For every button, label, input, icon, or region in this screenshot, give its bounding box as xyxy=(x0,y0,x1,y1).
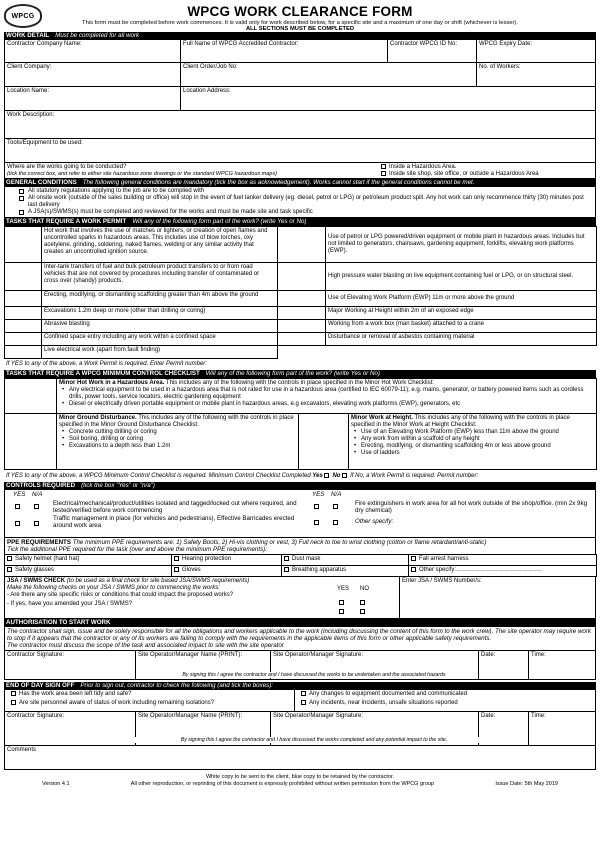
work-detail-note: Must be completed for all work xyxy=(55,32,140,39)
checklist-yes-label: Yes xyxy=(312,473,323,479)
checklist-no-checkbox[interactable] xyxy=(342,473,347,478)
auth-title: AUTHORISATION TO START WORK xyxy=(6,619,111,626)
work-detail-heading xyxy=(4,32,596,40)
eod-sign-note: By signing this I agree the contractor and I have discussed the works completed and any potential impact to the site. xyxy=(124,737,504,743)
minimum-control-heading xyxy=(4,370,596,378)
permit-answer[interactable] xyxy=(278,333,326,346)
form-page xyxy=(4,2,596,787)
control-traffic-label: Traffic management in place (for vehicles and pedestrians), Effective Barricades erected around work area xyxy=(53,515,295,529)
permit-number-line[interactable]: If YES to any of the above, a Work Permit is required. Enter Permit number: xyxy=(6,361,207,367)
controls-title: CONTROLS REQUIRED xyxy=(6,482,76,489)
footer-issue-date: Issue Date: 5th May 2019 xyxy=(495,780,558,787)
ppe-checkbox[interactable] xyxy=(174,556,179,561)
inside-hazard-label: Inside a Hazardous Area. xyxy=(389,164,457,171)
general-item-label: All onsite work (outside of the sales building or office) will stop in the event of fuel tanker delivery (eg. diesel, petrol or LPG) or petroleum product spill. Any hot work can only recommence thirty (30) minutes post last delivery xyxy=(28,195,584,208)
control-na-checkbox[interactable] xyxy=(333,520,338,525)
checklist-yes-checkbox[interactable] xyxy=(324,473,329,478)
eod-note: Prior to sign out, contractor to check the following (and tick the boxes): xyxy=(80,682,274,689)
permit-answer[interactable] xyxy=(5,263,42,291)
auth-text-2: The contractor must discuss the scope of the task and associated impact to site with the site operator xyxy=(7,642,284,649)
minor-hot-work xyxy=(57,379,597,414)
client-order-field[interactable]: Client Order/Job No: xyxy=(181,63,477,86)
accredited-contractor-field[interactable]: Full Name of WPCG Accredited Contractor: xyxy=(181,40,388,62)
comments-field[interactable]: Comments xyxy=(7,747,37,753)
form-subtitle: This form must be completed before work commences. It is valid only for work described below, for a specific site and a maximum of one day or shift (whichever is lesser). xyxy=(82,20,518,26)
control-na-checkbox[interactable] xyxy=(34,504,39,509)
permit-answer[interactable] xyxy=(278,263,326,291)
permit-task: Live electrical work (apart from fault finding) xyxy=(42,346,278,359)
form-title: WPCG WORK CLEARANCE FORM xyxy=(187,4,413,19)
permit-task: Abrasive blasting xyxy=(42,320,278,333)
location-name-field[interactable]: Location Name: xyxy=(5,87,181,110)
form-header xyxy=(4,4,596,32)
control-na-checkbox[interactable] xyxy=(34,521,39,526)
controls-block xyxy=(4,490,596,538)
controls-na-header: N/A xyxy=(32,491,43,498)
control-other-label[interactable]: Other specify: xyxy=(355,518,394,525)
control-isolation-label: Electrical/mechanical/product/utilities isolated and tagged/locked out where required, and tested/verified before work commencing xyxy=(53,500,297,514)
control-na-checkbox[interactable] xyxy=(333,504,338,509)
jsa-question-1: - Are there any site specific risks or conditions that could impact the proposed works? xyxy=(7,592,234,598)
permit-answer[interactable] xyxy=(278,307,326,320)
controls-na-header: N/A xyxy=(331,491,342,498)
auth-manager-name[interactable]: Site Operator/Manager Name (PRINT): xyxy=(136,651,271,679)
permit-task: Excavations 1.2m deep or more (other than drilling or coring) xyxy=(42,307,278,320)
general-item-label: A JSA(s)/SWMS(s) must be completed and reviewed for the works and must be made site and task specific xyxy=(28,209,313,215)
permit-task: Erecting, modifying, or dismantling scaffolding greater than 4m above the ground xyxy=(42,291,278,307)
minor-title: TASKS THAT REQUIRE A WPCG MINIMUM CONTROL CHECKLIST xyxy=(6,370,200,377)
footer-copy-note: White copy to be sent to the client, blue copy to be retained by the contractor. xyxy=(205,774,395,780)
minor-ground-bullet: • Excavations to a depth less than 1.2m xyxy=(59,443,296,450)
general-note: The following general conditions are mandatory (tick the box as acknowledgement). Works cannot start if the general conditions cannot be met. xyxy=(82,179,475,186)
ppe-checkbox[interactable] xyxy=(284,556,289,561)
ppe-checkbox[interactable] xyxy=(411,556,416,561)
minor-height-title: Minor Work at Height. xyxy=(351,415,413,421)
jsa-q2-yes-checkbox[interactable] xyxy=(339,609,344,614)
tools-field[interactable]: Tools/Equipment to be used: xyxy=(7,140,83,146)
ppe-checkbox[interactable] xyxy=(174,567,179,572)
eod-isolation-label: Are site personnel aware of status of work including remaining isolations? xyxy=(19,700,215,707)
footer-version: Version 4.1 xyxy=(42,780,70,787)
ppe-tick-note: Tick the additional PPE required for the task (over and above the minimum PPE requirements): xyxy=(7,546,267,553)
minor-ground xyxy=(57,414,299,470)
location-address-field[interactable]: Location Address: xyxy=(183,88,231,94)
eod-incidents-checkbox[interactable] xyxy=(301,700,306,705)
permit-answer[interactable] xyxy=(278,320,326,333)
general-item xyxy=(19,188,593,195)
checklist-permit-number[interactable]: If No, a Work Permit is required. Permit number: xyxy=(350,473,479,479)
ppe-checkbox[interactable] xyxy=(7,556,12,561)
minor-ground-answer[interactable] xyxy=(5,414,57,470)
ppe-note: The minimum PPE requirements are: 1) Safety Boots, 2) Hi-vis clothing or vest, 3) Full neck to toe to wrist clothing (cotton or flame retardant/anti-static) xyxy=(72,539,487,546)
permit-answer[interactable] xyxy=(5,346,42,359)
checklist-completed-text: If YES to any of the above, a WPCG Minimum Control Checklist is required. Minimum Control Checklist Completed xyxy=(6,473,311,479)
auth-manager-signature[interactable]: Site Operator/Manager Signature: xyxy=(273,652,364,658)
permit-title: TASKS THAT REQUIRE A WORK PERMIT xyxy=(6,218,127,225)
ppe-header xyxy=(4,538,596,554)
work-description-field[interactable]: Work Description: xyxy=(7,112,55,118)
ppe-title: PPE REQUIREMENTS xyxy=(7,539,71,546)
ppe-dust-mask-label: Dust mask xyxy=(292,556,321,563)
minor-height xyxy=(349,414,597,470)
permit-answer[interactable] xyxy=(5,307,42,320)
jsa-row xyxy=(4,577,596,619)
permit-answer[interactable] xyxy=(5,291,42,307)
controls-note: (tick the box "Yes" or "n/a") xyxy=(81,482,155,489)
permit-task: Hot work that involves the use of matches or lighters, or creation of open flames and uncontrolled sparks in hazardous areas. This includes use of blow torches, oxy acetylene, grinding, soldering, naked flames, welding or any similar activity that creates an uncontrolled ignition source. xyxy=(42,227,278,263)
jsa-note: (to be used as a final check for site based JSA/SWMS requirements) xyxy=(66,578,250,584)
eod-manager-signature[interactable]: Site Operator/Manager Signature: xyxy=(271,712,479,745)
ppe-checkbox[interactable] xyxy=(411,567,416,572)
general-checkbox-1[interactable] xyxy=(19,189,24,194)
jsa-no-header: NO xyxy=(360,586,369,592)
permit-answer[interactable] xyxy=(5,320,42,333)
permit-task: Inter-tank transfers of fuel and bulk petroleum product transfers to or from road vehicles that are not covered by procedures including transfer of contaminated or cross over (shandy) products. xyxy=(42,263,278,291)
minor-hot-text: This includes any of the following with the controls in place specified in the Minor Hot Work Checklist: xyxy=(165,380,434,386)
auth-date-field[interactable]: Date: xyxy=(479,651,529,679)
ppe-other-label[interactable]: Other specify:……………………………………. xyxy=(419,567,542,574)
minor-hot-title: Minor Hot Work in a Hazardous Area. xyxy=(59,380,165,386)
work-detail-row-1 xyxy=(4,40,596,63)
minor-height-bullet: • Erecting, modifying, or dismantling scaffolding 4m or less above ground xyxy=(351,443,594,450)
eod-manager-name[interactable]: Site Operator/Manager Name (PRINT): xyxy=(136,712,271,745)
minor-height-bullet: • Any work from within a scaffold of any height xyxy=(351,436,594,443)
control-yes-checkbox[interactable] xyxy=(314,504,319,509)
jsa-number-field[interactable]: Enter JSA / SWMS Number/s: xyxy=(402,578,482,584)
auth-text-block xyxy=(4,627,596,650)
permit-answer[interactable] xyxy=(278,291,326,307)
controls-heading xyxy=(4,482,596,490)
ppe-harness-label: Fall arrest harness xyxy=(419,556,469,563)
general-item xyxy=(19,209,593,216)
permit-task: Working from a work box (man basket) attached to a crane xyxy=(326,320,597,333)
minor-note: Will any of the following form part of the work? (write Yes or No) xyxy=(205,370,380,377)
eod-checks xyxy=(4,690,596,712)
work-detail-row-3 xyxy=(4,87,596,111)
where-question: Where are the works going to be conducted? xyxy=(7,164,127,170)
eod-title: END OF DAY SIGN OFF xyxy=(6,682,75,689)
permit-answer[interactable] xyxy=(5,227,42,263)
ppe-checkbox[interactable] xyxy=(7,567,12,572)
auth-text: The contractor shall sign, issue and be solely responsible for all the obligations and workers applicable to the work (including discussing the content of this form to the work crew). The site operator may require work to stop if it appears that the contractor or any of its workers are failing to comply with the requirements in the applicable items of this form or other applicable safety requirements. xyxy=(7,628,591,642)
ppe-breathing-label: Breathing apparatus xyxy=(292,567,347,574)
jsa-q1-no-checkbox[interactable] xyxy=(360,600,365,605)
client-company-field[interactable]: Client Company: xyxy=(5,63,181,86)
comments-row xyxy=(4,746,596,770)
minor-table xyxy=(4,378,597,470)
minor-hot-bullet: • Diesel or electrically driven portable equipment or mobile plant in hazardous areas, e.g excavators, elevating work platforms (EWP), generators, etc xyxy=(59,401,594,408)
where-note: (tick the correct box, and refer to either site hazardous zone drawings or the standard WPCG hazardous maps) xyxy=(7,171,277,177)
contractor-id-field[interactable]: Contractor WPCG ID No: xyxy=(388,40,477,62)
eod-incidents-label: Any incidents, near incidents, unsafe situations reported xyxy=(309,700,458,707)
minor-hot-bullet: • Any electrical equipment to be used in a hazardous area that is not rated for use in a hazardous area (certified to IEC 60079-11); e.g. mains, generator, or battery powered items such as cordless drills, power tools, service locators, electric gardening equipment xyxy=(59,387,594,401)
control-fire-label: Fire extinguishers in work area for all hot work outside of the shop/office. (min 2x 9kg dry chemical) xyxy=(355,500,588,514)
minor-ground-title: Minor Ground Disturbance. xyxy=(59,415,137,421)
eod-date-field[interactable]: Date: xyxy=(479,712,529,745)
jsa-make-note: Make the following checks on your JSA / SWMS prior to commencing the works: xyxy=(7,585,220,591)
minor-height-bullet: • Use of an Elevating Work Platform (EWP) less than 11m above the ground xyxy=(351,429,594,436)
jsa-q1-yes-checkbox[interactable] xyxy=(339,600,344,605)
eod-tidy-label: Has the work area been left tidy and safe? xyxy=(19,691,132,698)
inside-site-label: Inside site shop, site office, or outside a Hazardous Area xyxy=(389,171,539,178)
end-of-day-heading xyxy=(4,682,596,690)
tools-row xyxy=(4,139,596,163)
ppe-table xyxy=(4,554,597,577)
general-checkbox-2[interactable] xyxy=(19,196,24,201)
general-checkbox-3[interactable] xyxy=(19,210,24,215)
inside-hazard-checkbox[interactable] xyxy=(381,164,386,169)
inside-site-checkbox[interactable] xyxy=(381,171,386,176)
ppe-helmet-label: Safety helmet (hard hat) xyxy=(15,556,80,563)
control-yes-checkbox[interactable] xyxy=(314,520,319,525)
minor-hot-answer[interactable] xyxy=(5,379,57,414)
auth-contractor-signature[interactable]: Contractor Signature: xyxy=(5,651,136,679)
permit-answer[interactable] xyxy=(278,227,326,263)
eod-changes-checkbox[interactable] xyxy=(301,691,306,696)
ppe-glasses-label: Safety glasses xyxy=(15,567,55,574)
controls-yes-header: YES xyxy=(312,491,325,498)
minor-height-answer[interactable] xyxy=(299,414,349,470)
eod-changes-label: Any changes to equipment documented and communicated xyxy=(309,691,468,698)
work-permit-heading xyxy=(4,218,596,226)
authorisation-heading xyxy=(4,619,596,627)
general-conditions-list xyxy=(4,187,596,218)
general-title: GENERAL CONDITIONS xyxy=(6,179,77,186)
work-detail-row-2 xyxy=(4,63,596,87)
footer-row xyxy=(4,781,596,788)
auth-time-field[interactable]: Time: xyxy=(531,652,546,658)
all-sections-note: ALL SECTIONS MUST BE COMPLETED xyxy=(245,26,355,32)
minor-ground-bullet: • Soil boring, drilling or coring xyxy=(59,436,296,443)
minor-ground-text: This includes any of the following with the controls in place specified in the Minor Ground Disturbance Checklist: xyxy=(59,415,294,428)
control-yes-checkbox[interactable] xyxy=(15,504,20,509)
minor-ground-bullet: • Concrete cutting drilling or coring xyxy=(59,429,296,436)
eod-isolation-checkbox[interactable] xyxy=(11,700,16,705)
permit-table xyxy=(4,226,597,359)
permit-note: Will any of the following form part of the work? (write Yes or No) xyxy=(132,218,307,225)
work-description-row xyxy=(4,111,596,139)
permit-task: Disturbance or removal of asbestos containing material xyxy=(326,333,597,346)
permit-task: Confined space entry including any work within a confined space xyxy=(42,333,278,346)
permit-answer[interactable] xyxy=(5,333,42,346)
minor-height-text: This includes any of the following with the controls in place specified in the Minor Work at Height Checklist: xyxy=(351,415,570,428)
eod-time-field[interactable]: Time: xyxy=(531,713,546,719)
eod-contractor-signature[interactable]: Contractor Signature: xyxy=(5,712,136,745)
control-yes-checkbox[interactable] xyxy=(15,521,20,526)
permit-task: High pressure water blasting on live equipment containing fuel or LPG, or on structural steel. xyxy=(326,263,597,291)
jsa-q2-no-checkbox[interactable] xyxy=(360,609,365,614)
work-detail-title: WORK DETAIL xyxy=(6,32,50,39)
auth-sign-note: By signing this I agree the contractor and I have discussed the works to be undertaken and the associated hazards xyxy=(154,672,474,678)
footer-reproduction-note: All other reproduction, or reprinting of this document is expressly prohibited without written permission from the WPCG group xyxy=(130,780,435,787)
eod-tidy-checkbox[interactable] xyxy=(11,691,16,696)
checklist-no-label: No xyxy=(332,473,341,479)
expiry-date-field[interactable]: WPCG Expiry Date: xyxy=(479,41,533,47)
permit-task: Major Working at Height within 2m of an exposed edge xyxy=(326,307,597,320)
checklist-completed-line xyxy=(4,470,596,482)
minor-height-bullet: • Use of ladders xyxy=(351,450,594,457)
permit-task: Use of Elevating Work Platform (EWP) 11m or more above the ground xyxy=(326,291,597,307)
ppe-hearing-label: Hearing protection xyxy=(182,556,232,563)
general-item-label: All statutory regulations applying to the job are to be complied with xyxy=(28,188,205,194)
jsa-question-2: - If yes, have you amended your JSA / SWMS? xyxy=(7,601,133,607)
ppe-gloves-label: Gloves xyxy=(182,567,201,574)
permit-task: Use of petrol or LPG powered/driven equipment or mobile plant in hazardous areas. Includes but not limited to generators, chainsaws, gardening equipment, forklifts, elevating work platforms (EWP). xyxy=(326,227,597,263)
contractor-company-field[interactable]: Contractor Company Name: xyxy=(5,40,181,62)
logo-text: WPCG xyxy=(11,12,35,20)
controls-yes-header: YES xyxy=(13,491,26,498)
general-item xyxy=(19,195,593,209)
jsa-yes-header: YES xyxy=(337,586,350,592)
workers-count-field[interactable]: No. of Workers: xyxy=(479,64,521,70)
where-row xyxy=(4,163,596,179)
general-conditions-heading xyxy=(4,179,596,187)
jsa-title: JSA / SWMS CHECK xyxy=(7,578,66,584)
ppe-checkbox[interactable] xyxy=(284,567,289,572)
